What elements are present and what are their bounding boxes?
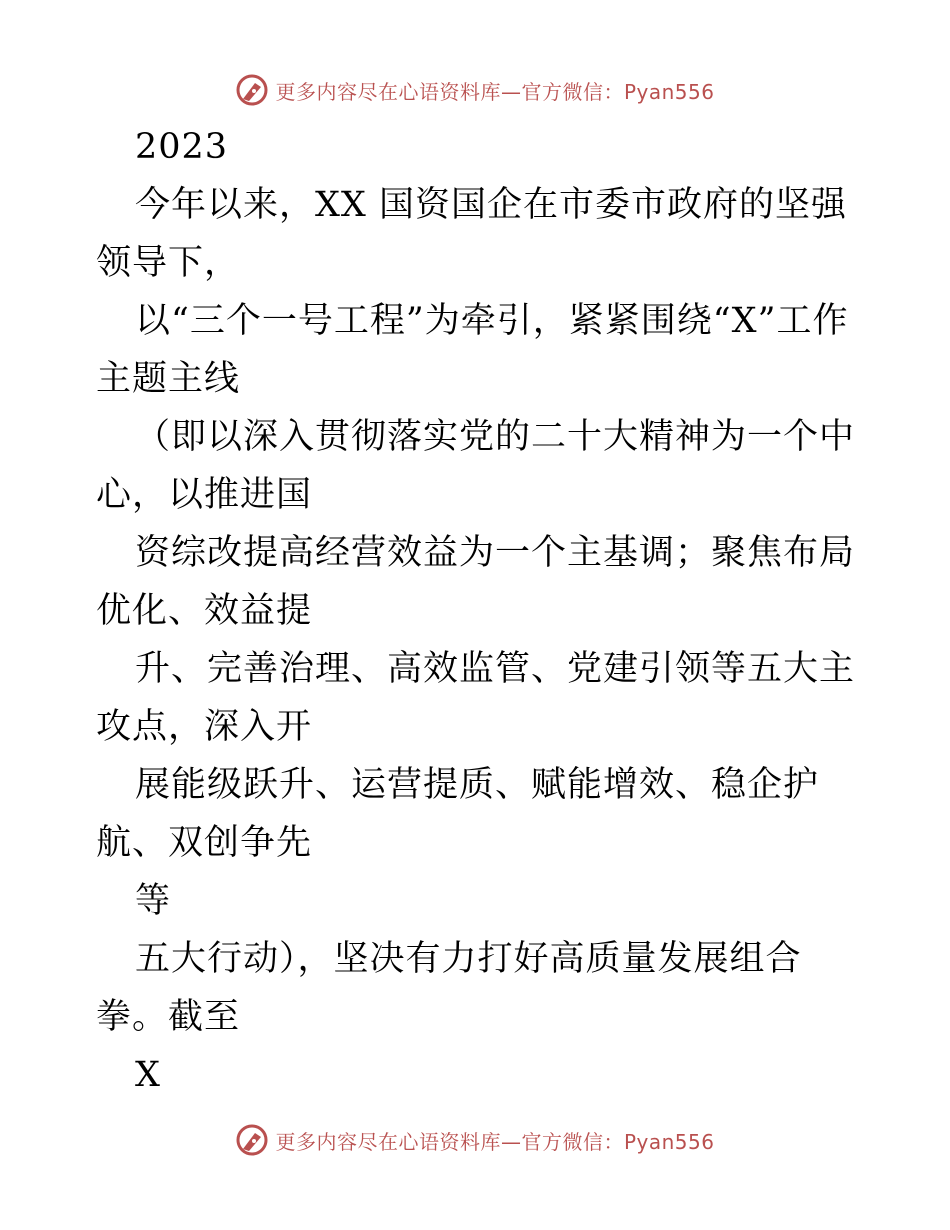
- paragraph: 展能级跃升、运营提质、赋能增效、稳企护航、双创争先: [96, 765, 820, 863]
- watermark-text: 更多内容尽在心语资料库—官方微信：Pyan556: [275, 1129, 715, 1154]
- paragraph: （即以深入贯彻落实党的二十大精神为一个中心，以推进国: [96, 417, 856, 515]
- paragraph: 以“三个一号工程”为牵引，紧紧围绕“X”工作主题主线: [96, 301, 849, 399]
- paragraph: 今年以来，XX 国资国企在市委市政府的坚强领导下，: [96, 185, 847, 283]
- paragraph: 五大行动），坚决有力打好高质量发展组合拳。截至: [96, 939, 802, 1037]
- watermark-footer: [0, 1120, 950, 1160]
- paragraph: 2023: [135, 127, 229, 167]
- paragraph: X: [135, 1055, 161, 1095]
- document-body: [96, 118, 856, 1104]
- pen-nib-logo-icon: [235, 73, 269, 107]
- paragraph: 等: [135, 881, 172, 921]
- watermark-text: 更多内容尽在心语资料库—官方微信：Pyan556: [275, 79, 715, 104]
- pen-nib-logo-icon: [235, 1123, 269, 1157]
- watermark-header: [0, 70, 950, 110]
- paragraph: 资综改提高经营效益为一个主基调；聚焦布局优化、效益提: [96, 533, 856, 631]
- paragraph: 升、完善治理、高效监管、党建引领等五大主攻点，深入开: [96, 649, 856, 747]
